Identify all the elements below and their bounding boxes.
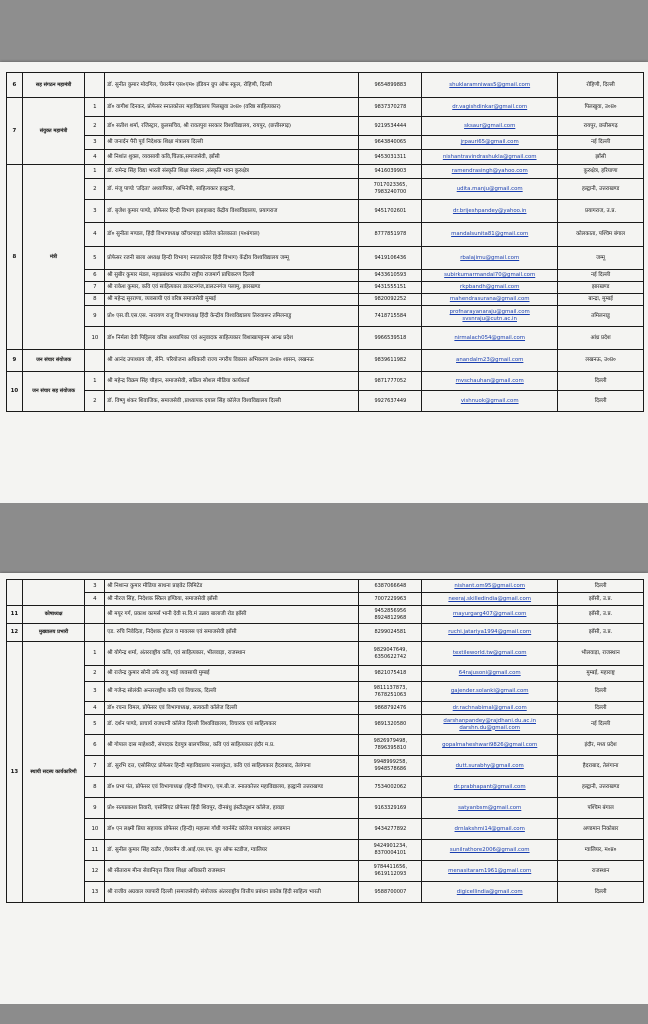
row-number: 2 bbox=[85, 666, 105, 682]
email-address: mandalsunita81@gmail.com bbox=[422, 223, 558, 247]
member-name: श्री राजीव अग्रवाल व्यापारी दिल्ली (समाजसेवी) संयोजक अंतरराष्ट्रीय वित्तीय प्रबंधन प्रकोष्ठ हिंदी साहित्य भारती bbox=[105, 882, 359, 903]
place: दिल्ली bbox=[558, 580, 644, 593]
row-number: 10 bbox=[85, 327, 105, 350]
email-address: ruchi.jatariya1994@gmail.com bbox=[422, 624, 558, 642]
row-number: 3 bbox=[85, 682, 105, 702]
phone-number: 9839611982 bbox=[359, 350, 422, 372]
place: नई दिल्ली bbox=[558, 715, 644, 735]
row-number: 2 bbox=[85, 179, 105, 200]
table-row bbox=[7, 98, 644, 117]
place: हल्द्वानी, उत्तराखण्ड bbox=[558, 777, 644, 798]
row-number: 6 bbox=[85, 735, 105, 756]
table-row bbox=[7, 179, 644, 200]
table-row bbox=[7, 150, 644, 165]
place: अण्डमान निकोबार bbox=[558, 819, 644, 840]
table-row bbox=[7, 165, 644, 179]
phone-number: 9868792476 bbox=[359, 702, 422, 715]
phone-number: 9452856956 8924812968 bbox=[359, 606, 422, 624]
email-address: digicellindia@gmail.com bbox=[422, 882, 558, 903]
row-number: 8 bbox=[85, 294, 105, 306]
document-page-2 bbox=[0, 573, 648, 1004]
email-address: dr.brijeshpandey@yahoo.in bbox=[422, 200, 558, 223]
member-name: प्रोफेसर रजनी बाला अध्यक्ष हिन्दी विभाग( स्नातकोत्तर हिंदी विभाग) केंद्रीय विश्वविद्यालय जम्मू bbox=[105, 247, 359, 270]
email-address: subirkumarmandal70@gmail.com bbox=[422, 270, 558, 282]
post-title: सह संगठन महामंत्री bbox=[22, 73, 85, 98]
place: कुरुक्षेत्र, हरियाणा bbox=[558, 165, 644, 179]
email-address: udita.manju@gmail.com bbox=[422, 179, 558, 200]
table-row bbox=[7, 223, 644, 247]
table-row bbox=[7, 391, 644, 412]
serial-number: 11 bbox=[7, 606, 23, 624]
place: लखनऊ, उ०प्र० bbox=[558, 350, 644, 372]
serial-number: 12 bbox=[7, 624, 23, 642]
post-title bbox=[22, 580, 85, 606]
phone-number: 9820092252 bbox=[359, 294, 422, 306]
member-name: एड. रुचि निवेदिता, निदेशक होटल व मावलस एवं समाजसेवी झाँसी bbox=[105, 624, 359, 642]
row-number: 4 bbox=[85, 593, 105, 606]
table-row bbox=[7, 580, 644, 593]
table-row bbox=[7, 840, 644, 861]
member-name: श्री सुबीर कुमार मंडल, महाप्रबंधक भारतीय राष्ट्रीय राजमार्ग प्राधिकरण दिल्ली bbox=[105, 270, 359, 282]
table-row bbox=[7, 798, 644, 819]
phone-number: 9434277892 bbox=[359, 819, 422, 840]
row-number: 13 bbox=[85, 882, 105, 903]
email-address: jrpauri65@gmail.com bbox=[422, 136, 558, 150]
member-name: श्री महेन्द्र विक्रम सिंह चौहान, समाजसेवी, सक्रिय सोशल मीडिया कार्यकर्ता bbox=[105, 372, 359, 391]
email-address: textileworld.tw@gmail.com bbox=[422, 642, 558, 666]
place: पश्चिम बंगाल bbox=[558, 798, 644, 819]
document-page-1 bbox=[0, 62, 648, 503]
place: इंदौर, मध्य प्रदेश bbox=[558, 735, 644, 756]
table-row bbox=[7, 702, 644, 715]
place: पिलखुवा, उ०प्र० bbox=[558, 98, 644, 117]
serial-number: 13 bbox=[7, 642, 23, 903]
email-address: neeraj.skilledindia@gmail.com bbox=[422, 593, 558, 606]
place: आंध्र प्रदेश bbox=[558, 327, 644, 350]
row-number: 7 bbox=[85, 282, 105, 294]
member-name: श्री गजेन्द्र सोलंकी अन्तरराष्ट्रीय कवि एवं विचारक, दिल्ली bbox=[105, 682, 359, 702]
table-row bbox=[7, 819, 644, 840]
member-table-page-2 bbox=[6, 579, 644, 903]
row-number: 1 bbox=[85, 165, 105, 179]
email-address: vishnuok@gmail.com bbox=[422, 391, 558, 412]
member-name: डॉ० निर्मला देवी पिट्टिल्ला वरिष्ठ अध्यापिका एवं अनुवादक साहित्यकार विशाखापट्टनम आन्ध्र प्रदेश bbox=[105, 327, 359, 350]
post-title: स्थायी सदस्य कार्यकारिणी bbox=[22, 642, 85, 903]
email-address: anandalm23@gmail.com bbox=[422, 350, 558, 372]
phone-number: 7534002062 bbox=[359, 777, 422, 798]
place: राजस्थान bbox=[558, 861, 644, 882]
post-title: कोषाध्यक्ष bbox=[22, 606, 85, 624]
serial-number: 10 bbox=[7, 372, 23, 412]
table-row bbox=[7, 606, 644, 624]
phone-number: 9588700007 bbox=[359, 882, 422, 903]
phone-number: 9829047649, 6350622742 bbox=[359, 642, 422, 666]
row-number bbox=[85, 624, 105, 642]
phone-number: 8299024581 bbox=[359, 624, 422, 642]
table-row bbox=[7, 247, 644, 270]
place: कोलकाता, पश्चिम बंगाल bbox=[558, 223, 644, 247]
row-number: 1 bbox=[85, 642, 105, 666]
phone-number: 9451702601 bbox=[359, 200, 422, 223]
member-name: श्री आनंद उपाध्याय जी, सेनि. परियोजना अधिकारी राज्य नगरीय विकास अभिकरण उ०प्र० शासन, लखनऊ bbox=[105, 350, 359, 372]
place: दिल्ली bbox=[558, 882, 644, 903]
row-number: 9 bbox=[85, 306, 105, 327]
member-name: डॉ. सुनीत कुमार मोदगिल, चेयरमैन एस०एम० इंडियन ग्रुप ऑफ स्कूल, रोहिणी, दिल्ली bbox=[105, 73, 359, 98]
place: दिल्ली bbox=[558, 372, 644, 391]
table-row bbox=[7, 200, 644, 223]
place: प्रयागराज, उ.प्र. bbox=[558, 200, 644, 223]
member-name: डॉ० सतीश शर्मा, रजिस्ट्रार, कुलसचिव, श्री रावतपुरा सरकार विश्वविद्यालय, रायपुर, (छत्तीसगढ़) bbox=[105, 117, 359, 136]
place: हैदराबाद, तेलंगाना bbox=[558, 756, 644, 777]
email-address: mvschauhan@gmail.com bbox=[422, 372, 558, 391]
serial-number bbox=[7, 580, 23, 606]
place: झाँसी bbox=[558, 150, 644, 165]
email-address: mahendrasurana@gmail.com bbox=[422, 294, 558, 306]
phone-number: 9416039903 bbox=[359, 165, 422, 179]
place: तमिलनाडु bbox=[558, 306, 644, 327]
email-address: dutt.surabhy@gmail.com bbox=[422, 756, 558, 777]
member-name: श्री योगेन्द्र शर्मा, अंतरराष्ट्रीय कवि, एवं साहित्यकार, भीलवाड़ा, राजस्थान bbox=[105, 642, 359, 666]
member-name: श्री सीताराम मीना सेवानिवृत्त जिला शिक्षा अधिकारी राजस्थान bbox=[105, 861, 359, 882]
row-number: 6 bbox=[85, 270, 105, 282]
place: दिल्ली bbox=[558, 702, 644, 715]
table-row bbox=[7, 882, 644, 903]
row-number: 1 bbox=[85, 372, 105, 391]
phone-number: 9891320580 bbox=[359, 715, 422, 735]
row-number: 3 bbox=[85, 200, 105, 223]
member-name: श्री जनार्दन पैरी पूर्व निदेशक शिक्षा मंत्रालय दिल्ली bbox=[105, 136, 359, 150]
post-title: जन संचार सह संयोजक bbox=[22, 372, 85, 412]
email-address: rbalajimu@gmail.com bbox=[422, 247, 558, 270]
email-address: nishant.om95@gmail.com bbox=[422, 580, 558, 593]
post-title: मंत्री bbox=[22, 165, 85, 350]
place: नई दिल्ली bbox=[558, 136, 644, 150]
phone-number: 9453031311 bbox=[359, 150, 422, 165]
row-number: 11 bbox=[85, 840, 105, 861]
place: ग्वालियर, म०प्र० bbox=[558, 840, 644, 861]
phone-number: 9837370278 bbox=[359, 98, 422, 117]
row-number: 3 bbox=[85, 136, 105, 150]
row-number: 10 bbox=[85, 819, 105, 840]
phone-number: 7418715584 bbox=[359, 306, 422, 327]
place: जम्मू bbox=[558, 247, 644, 270]
member-name: डॉ. सुरभि दत्त, एसोसिएट प्रोफेसर हिन्दी महाविद्यालय नल्लाकुंटा, कवि एवं साहित्यकार हैदराबाद, तेलंगाना bbox=[105, 756, 359, 777]
place: झाँसी, उ.प्र. bbox=[558, 624, 644, 642]
email-address: ramendrasingh@yahoo.com bbox=[422, 165, 558, 179]
phone-number: 9643840065 bbox=[359, 136, 422, 150]
row-number: 9 bbox=[85, 798, 105, 819]
place: भीलवाड़ा, राजस्थान bbox=[558, 642, 644, 666]
phone-number: 9654899883 bbox=[359, 73, 422, 98]
phone-number: 8777851978 bbox=[359, 223, 422, 247]
phone-number: 9966539518 bbox=[359, 327, 422, 350]
email-address: dr.prabhapant@gmail.com bbox=[422, 777, 558, 798]
phone-number: 9784411656, 9619112093 bbox=[359, 861, 422, 882]
phone-number: 9424901234, 8370004101 bbox=[359, 840, 422, 861]
place: नई दिल्ली bbox=[558, 270, 644, 282]
email-address: drnlakshmi14@gmail.com bbox=[422, 819, 558, 840]
table-row bbox=[7, 624, 644, 642]
member-name: डॉ. विष्णु शंकर शिवाजिक, समाजसेवी ,प्राध्यापक दयाल सिंह कॉलेज विश्वविद्यालय दिल्ली bbox=[105, 391, 359, 412]
post-title: मुख्यालय प्रभारी bbox=[22, 624, 85, 642]
email-address: 64rajusoni@gmail.com bbox=[422, 666, 558, 682]
table-row bbox=[7, 136, 644, 150]
serial-number: 9 bbox=[7, 350, 23, 372]
email-address: menasitaram1961@gmail.com bbox=[422, 861, 558, 882]
member-name: डॉ० सुनीता मण्डल, हिंदी विभागाध्यक्ष कौंचरपाड़ा कॉलेज कोलकाता (प०बंगाल) bbox=[105, 223, 359, 247]
phone-number: 9163329169 bbox=[359, 798, 422, 819]
email-address: mayurgarg407@gmail.com bbox=[422, 606, 558, 624]
member-name: डॉ. मंजू पाण्डे 'उदिता' अध्यापिका, अभिनेत्री, साहित्यकार हल्द्वानी, bbox=[105, 179, 359, 200]
row-number: 5 bbox=[85, 247, 105, 270]
table-row bbox=[7, 294, 644, 306]
row-number: 8 bbox=[85, 777, 105, 798]
table-row bbox=[7, 735, 644, 756]
place: बान्द्रा, मुम्बई bbox=[558, 294, 644, 306]
phone-number: 9821075418 bbox=[359, 666, 422, 682]
email-address: shuklaramniwas5@gmail.com bbox=[422, 73, 558, 98]
table-row bbox=[7, 777, 644, 798]
phone-number: 7017023365, 7983240700 bbox=[359, 179, 422, 200]
phone-number: 9811137873, 7678251063 bbox=[359, 682, 422, 702]
post-title: संयुक्त महामंत्री bbox=[22, 98, 85, 165]
email-address: nishantravindrashukla@gmail.com bbox=[422, 150, 558, 165]
member-name: श्री नीरज सिंह, निदेशक स्किल इण्डिया, समाजसेवी झाँसी bbox=[105, 593, 359, 606]
table-row bbox=[7, 117, 644, 136]
email-address: rkpbandh@gmail.com bbox=[422, 282, 558, 294]
row-number: 5 bbox=[85, 715, 105, 735]
place: दिल्ली bbox=[558, 391, 644, 412]
serial-number: 8 bbox=[7, 165, 23, 350]
row-number bbox=[85, 606, 105, 624]
email-address: nirmalach054@gmail.com bbox=[422, 327, 558, 350]
email-address: dr.vagishdinkar@gmail.com bbox=[422, 98, 558, 117]
member-name: डॉ० एन लक्ष्मी प्रिया सहायक प्रोफेसर (हिन्दी) महात्मा गाँधी गवर्नमेंट कॉलेज मायाबंदर अण्डमान bbox=[105, 819, 359, 840]
post-title: जन संचार संयोजक bbox=[22, 350, 85, 372]
member-name: श्री निशान्त कुमार मीडिया साधना प्राइवेट लिमिटेड bbox=[105, 580, 359, 593]
table-row bbox=[7, 73, 644, 98]
email-address: gajender.solanki@gmail.com bbox=[422, 682, 558, 702]
member-name: प्रो० सत्यप्रकाश तिवारी, एसोसिएट प्रोफेसर हिंदी शिवपुर, दीनबंधु इंस्टीट्यूशन कॉलेज, हावड़ा bbox=[105, 798, 359, 819]
place: हल्द्वानी, उत्तराखण्ड bbox=[558, 179, 644, 200]
member-name: डॉ. रामेन्द्र सिंह विद्या भारती संस्कृति शिक्षा संस्थान ,संस्कृति भवन कुरुक्षेत्र bbox=[105, 165, 359, 179]
table-row bbox=[7, 350, 644, 372]
member-table-page-1 bbox=[6, 72, 644, 412]
member-name: डॉ. दर्शन पाण्डे, प्राचार्य राजधानी कॉलेज दिल्ली विश्वविद्यालय, विचारक एवं साहित्यकार bbox=[105, 715, 359, 735]
phone-number: 9219534444 bbox=[359, 117, 422, 136]
phone-number: 9419106436 bbox=[359, 247, 422, 270]
member-name: डॉ० रचना विमल, प्रोफेसर एवं विभागाध्यक्ष, सत्यवती कॉलेज दिल्ली bbox=[105, 702, 359, 715]
page-gap bbox=[0, 503, 648, 573]
table-row bbox=[7, 372, 644, 391]
email-address: satyanbsm@gmail.com bbox=[422, 798, 558, 819]
place: दिल्ली bbox=[558, 682, 644, 702]
member-name: डॉ. बृजेश कुमार पाण्डे, प्रोफेसर हिन्दी विभाग इलाहाबाद केंद्रीय विश्वविद्यालय, प्रयागराज bbox=[105, 200, 359, 223]
member-name: श्री महेन्द्र सुरराणा, व्यवसायी एवं वरिष्ठ समाजसेवी मुम्बई bbox=[105, 294, 359, 306]
phone-number: 7007229963 bbox=[359, 593, 422, 606]
place: झारखण्ड bbox=[558, 282, 644, 294]
member-name: डॉ० प्रभा पंत, प्रोफेसर एवं विभागाध्यक्ष (हिन्दी विभाग), एम.बी.ज. स्नातकोत्तर महाविद्यालय, हल्द्वानी उत्तराखण्ड bbox=[105, 777, 359, 798]
row-number: 2 bbox=[85, 117, 105, 136]
row-number: 1 bbox=[85, 98, 105, 117]
member-name: श्री राजेन्द्र कुमार सोनी उर्फ राजू भाई व्यवसायी मुम्बई bbox=[105, 666, 359, 682]
table-row bbox=[7, 593, 644, 606]
serial-number: 6 bbox=[7, 73, 23, 98]
table-row bbox=[7, 270, 644, 282]
row-number: 3 bbox=[85, 580, 105, 593]
place: झाँसी, उ.प्र. bbox=[558, 593, 644, 606]
table-row bbox=[7, 306, 644, 327]
phone-number: 9927637449 bbox=[359, 391, 422, 412]
table-row bbox=[7, 756, 644, 777]
row-number: 4 bbox=[85, 150, 105, 165]
row-number: 12 bbox=[85, 861, 105, 882]
member-name: श्री मयूर गर्ग, प्रकाश कामर्स भानी देवी स.वि.मं उन्नाव बालाजी रोड झाँसी bbox=[105, 606, 359, 624]
place: रोहिणी, दिल्ली bbox=[558, 73, 644, 98]
place: रायपुर, छत्तीसगढ़ bbox=[558, 117, 644, 136]
table-row bbox=[7, 282, 644, 294]
member-name: श्री राकेश कुमार, कवि एवं साहित्यकार डालटनगंज,डालटनगंज पलामू, झारखण्ड bbox=[105, 282, 359, 294]
member-name: श्री निशांत शुक्ल, व्यवसायी कवि,चिंतक,समाजसेवी, झाँसी bbox=[105, 150, 359, 165]
row-number bbox=[85, 350, 105, 372]
table-row bbox=[7, 642, 644, 666]
email-address: sunilrathore2006@gmail.com bbox=[422, 840, 558, 861]
top-background bbox=[0, 0, 648, 62]
member-name: श्री गोपाल दास माहेश्वरी, संपादक देवपुत्र बालपत्रिका, कवि एवं साहित्यकार इंदौर म.प्र. bbox=[105, 735, 359, 756]
place: झाँसी, उ.प्र. bbox=[558, 606, 644, 624]
row-number bbox=[85, 73, 105, 98]
email-address: profnarayanaraju@gmail.com svsnraju@cutn.ac.in bbox=[422, 306, 558, 327]
member-name: डॉ० वागीश दिनकर, प्रोफेसर स्नातकोत्तर महाविद्यालय पिलखुवा उ०प्र० (वरिष्ठ साहित्यकार) bbox=[105, 98, 359, 117]
phone-number: 9948999258, 9948578686 bbox=[359, 756, 422, 777]
table-row bbox=[7, 861, 644, 882]
row-number: 4 bbox=[85, 223, 105, 247]
member-name: डॉ. सुनील कुमार सिंह राठौर ,चेयरमैन वी.आई.एस.एम. ग्रुप ऑफ स्टडीज, ग्वालियर bbox=[105, 840, 359, 861]
email-address: dr.rachnabimal@gmail.com bbox=[422, 702, 558, 715]
email-address: darshanpandey@rajdhani.du.ac.in darshn.du@gmail.com bbox=[422, 715, 558, 735]
row-number: 2 bbox=[85, 391, 105, 412]
place: मुम्बई, महाराष्ट्र bbox=[558, 666, 644, 682]
phone-number: 9433610593 bbox=[359, 270, 422, 282]
member-name: प्रो० एस.वी.एस.एस. नारायण राजू विभागाध्यक्ष हिंदी केन्द्रीय विश्वविद्यालय तिरुवारूर तमिलनाडु bbox=[105, 306, 359, 327]
serial-number: 7 bbox=[7, 98, 23, 165]
row-number: 7 bbox=[85, 756, 105, 777]
table-row bbox=[7, 666, 644, 682]
phone-number: 6387066648 bbox=[359, 580, 422, 593]
email-address: sksaur@gmail.com bbox=[422, 117, 558, 136]
row-number: 4 bbox=[85, 702, 105, 715]
phone-number: 9826979498, 7896395810 bbox=[359, 735, 422, 756]
table-row bbox=[7, 715, 644, 735]
phone-number: 9431555151 bbox=[359, 282, 422, 294]
table-row bbox=[7, 327, 644, 350]
bottom-background bbox=[0, 1004, 648, 1024]
email-address: gopalmaheshwari9826@gmail.com bbox=[422, 735, 558, 756]
phone-number: 9871777052 bbox=[359, 372, 422, 391]
table-row bbox=[7, 682, 644, 702]
